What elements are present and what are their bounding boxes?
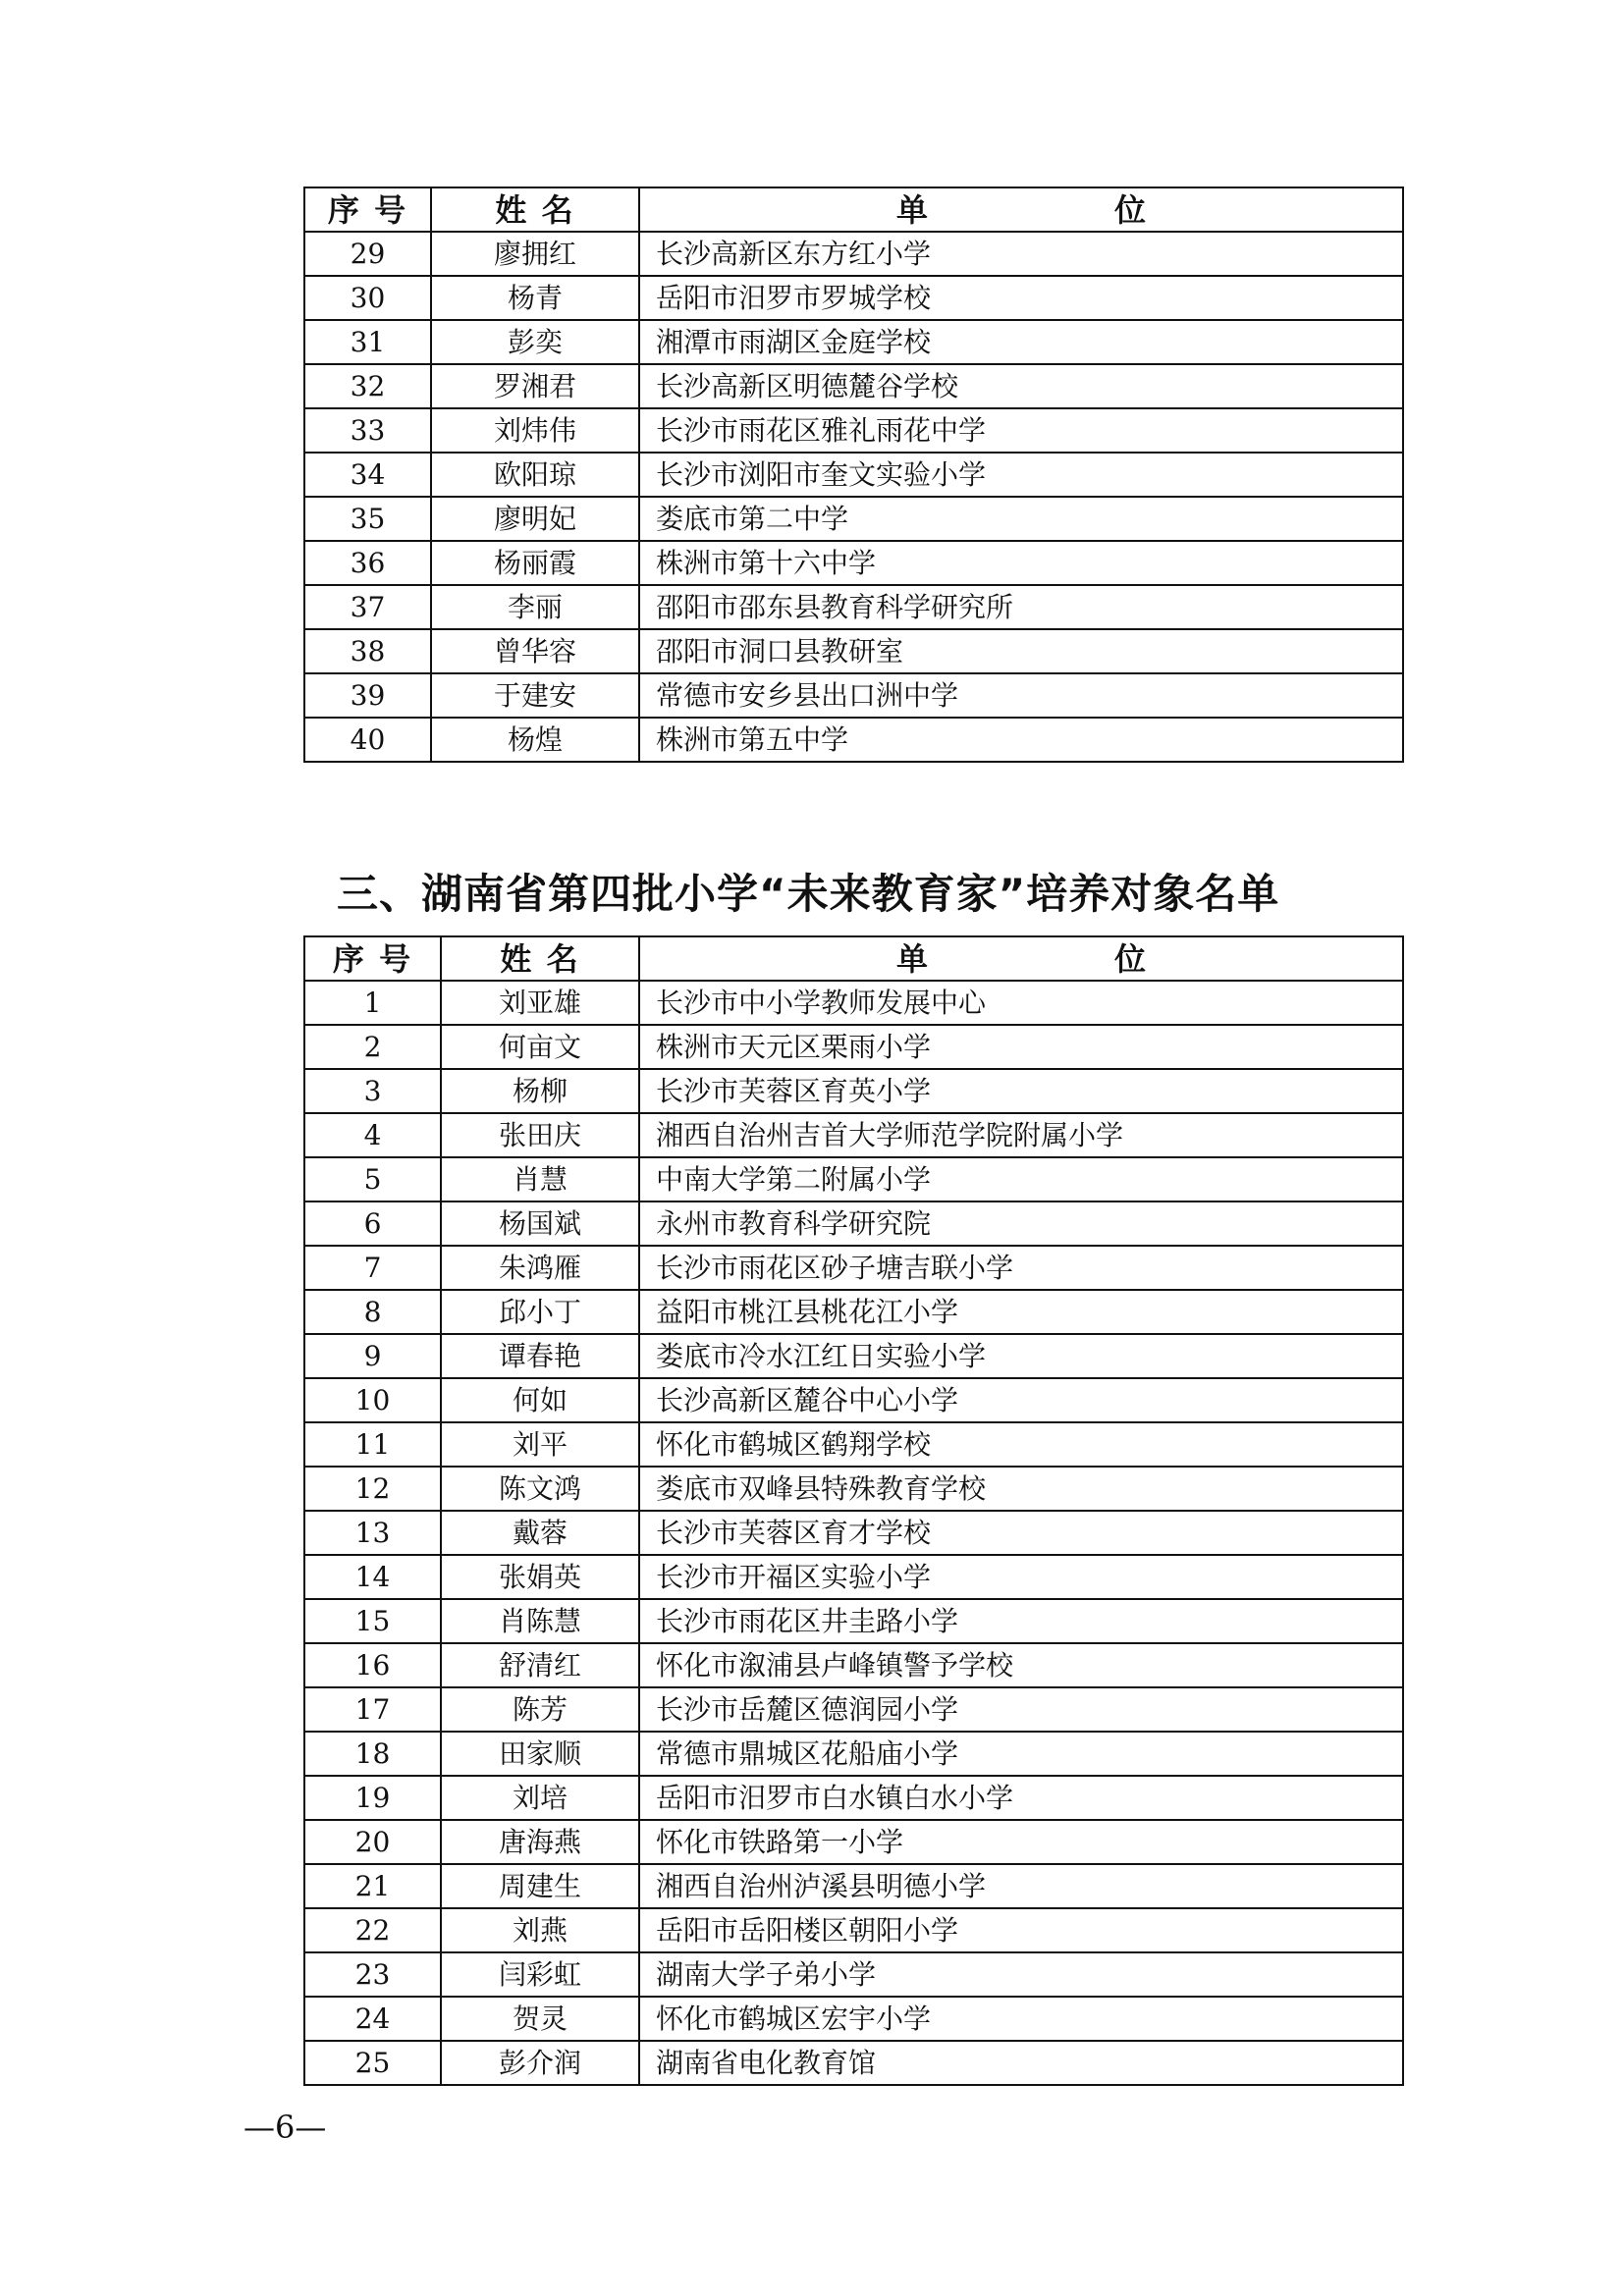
row-unit: 岳阳市汨罗市白水镇白水小学 bbox=[639, 1776, 1403, 1820]
row-seq: 18 bbox=[304, 1732, 441, 1776]
row-unit: 湘潭市雨湖区金庭学校 bbox=[639, 320, 1403, 364]
row-unit: 岳阳市汨罗市罗城学校 bbox=[639, 276, 1403, 320]
table-row bbox=[304, 1246, 1403, 1290]
table-row bbox=[304, 585, 1403, 629]
table-row bbox=[304, 1422, 1403, 1467]
header-unit-part-b: 位 bbox=[1114, 190, 1147, 229]
table-row bbox=[304, 1157, 1403, 1201]
header-unit-part-a: 单 bbox=[895, 939, 928, 978]
table-row bbox=[304, 2041, 1403, 2085]
row-seq: 40 bbox=[304, 718, 431, 762]
row-seq: 38 bbox=[304, 629, 431, 673]
row-unit: 长沙市雨花区井圭路小学 bbox=[639, 1599, 1403, 1643]
row-name: 杨煌 bbox=[431, 718, 639, 762]
row-unit: 株洲市天元区栗雨小学 bbox=[639, 1025, 1403, 1069]
row-seq: 15 bbox=[304, 1599, 441, 1643]
table-row bbox=[304, 1952, 1403, 1997]
row-seq: 32 bbox=[304, 364, 431, 408]
row-name: 廖明妃 bbox=[431, 497, 639, 541]
row-name: 何亩文 bbox=[441, 1025, 639, 1069]
table-row bbox=[304, 1025, 1403, 1069]
row-unit: 邵阳市洞口县教研室 bbox=[639, 629, 1403, 673]
table-row bbox=[304, 1467, 1403, 1511]
candidate-table-2 bbox=[303, 935, 1404, 2086]
row-name: 杨柳 bbox=[441, 1069, 639, 1113]
row-unit: 株洲市第五中学 bbox=[639, 718, 1403, 762]
header-unit-part-a: 单 bbox=[895, 190, 928, 229]
row-name: 邱小丁 bbox=[441, 1290, 639, 1334]
row-name: 杨丽霞 bbox=[431, 541, 639, 585]
table-row bbox=[304, 1776, 1403, 1820]
row-name: 唐海燕 bbox=[441, 1820, 639, 1864]
row-name: 陈芳 bbox=[441, 1687, 639, 1732]
row-name: 肖陈慧 bbox=[441, 1599, 639, 1643]
row-seq: 1 bbox=[304, 981, 441, 1025]
row-name: 张田庆 bbox=[441, 1113, 639, 1157]
table-row bbox=[304, 1334, 1403, 1378]
header-seq: 序 号 bbox=[304, 187, 431, 232]
table-row bbox=[304, 981, 1403, 1025]
row-seq: 8 bbox=[304, 1290, 441, 1334]
header-name: 姓 名 bbox=[441, 936, 639, 981]
row-seq: 30 bbox=[304, 276, 431, 320]
table-row bbox=[304, 1555, 1403, 1599]
row-seq: 9 bbox=[304, 1334, 441, 1378]
row-unit: 娄底市第二中学 bbox=[639, 497, 1403, 541]
table-row bbox=[304, 718, 1403, 762]
row-name: 刘亚雄 bbox=[441, 981, 639, 1025]
row-name: 彭奕 bbox=[431, 320, 639, 364]
row-seq: 25 bbox=[304, 2041, 441, 2085]
row-seq: 6 bbox=[304, 1201, 441, 1246]
row-name: 刘燕 bbox=[441, 1908, 639, 1952]
row-unit: 中南大学第二附属小学 bbox=[639, 1157, 1403, 1201]
row-unit: 怀化市铁路第一小学 bbox=[639, 1820, 1403, 1864]
table-row bbox=[304, 673, 1403, 718]
row-seq: 36 bbox=[304, 541, 431, 585]
table-row bbox=[304, 1997, 1403, 2041]
header-name: 姓 名 bbox=[431, 187, 639, 232]
table-header-row bbox=[304, 187, 1403, 232]
row-unit: 长沙市雨花区砂子塘吉联小学 bbox=[639, 1246, 1403, 1290]
row-unit: 长沙高新区麓谷中心小学 bbox=[639, 1378, 1403, 1422]
row-unit: 长沙市雨花区雅礼雨花中学 bbox=[639, 408, 1403, 453]
row-seq: 33 bbox=[304, 408, 431, 453]
row-seq: 3 bbox=[304, 1069, 441, 1113]
row-seq: 19 bbox=[304, 1776, 441, 1820]
row-name: 曾华容 bbox=[431, 629, 639, 673]
row-name: 刘炜伟 bbox=[431, 408, 639, 453]
row-seq: 20 bbox=[304, 1820, 441, 1864]
row-name: 朱鸿雁 bbox=[441, 1246, 639, 1290]
row-name: 欧阳琼 bbox=[431, 453, 639, 497]
row-unit: 长沙市芙蓉区育英小学 bbox=[639, 1069, 1403, 1113]
row-unit: 长沙高新区明德麓谷学校 bbox=[639, 364, 1403, 408]
row-unit: 长沙市岳麓区德润园小学 bbox=[639, 1687, 1403, 1732]
table-row bbox=[304, 320, 1403, 364]
row-unit: 益阳市桃江县桃花江小学 bbox=[639, 1290, 1403, 1334]
row-name: 贺灵 bbox=[441, 1997, 639, 2041]
table-row bbox=[304, 232, 1403, 276]
row-seq: 34 bbox=[304, 453, 431, 497]
row-name: 何如 bbox=[441, 1378, 639, 1422]
row-name: 张娟英 bbox=[441, 1555, 639, 1599]
table-row bbox=[304, 364, 1403, 408]
row-unit: 邵阳市邵东县教育科学研究所 bbox=[639, 585, 1403, 629]
row-name: 于建安 bbox=[431, 673, 639, 718]
table-row bbox=[304, 1378, 1403, 1422]
row-seq: 29 bbox=[304, 232, 431, 276]
table-row bbox=[304, 1908, 1403, 1952]
row-seq: 37 bbox=[304, 585, 431, 629]
row-seq: 24 bbox=[304, 1997, 441, 2041]
row-unit: 长沙市开福区实验小学 bbox=[639, 1555, 1403, 1599]
row-seq: 14 bbox=[304, 1555, 441, 1599]
row-unit: 湘西自治州泸溪县明德小学 bbox=[639, 1864, 1403, 1908]
table-row bbox=[304, 276, 1403, 320]
row-unit: 株洲市第十六中学 bbox=[639, 541, 1403, 585]
row-seq: 4 bbox=[304, 1113, 441, 1157]
header-unit bbox=[639, 187, 1403, 232]
row-name: 闫彩虹 bbox=[441, 1952, 639, 1997]
row-name: 肖慧 bbox=[441, 1157, 639, 1201]
row-seq: 5 bbox=[304, 1157, 441, 1201]
table-row bbox=[304, 1687, 1403, 1732]
row-unit: 湖南大学子弟小学 bbox=[639, 1952, 1403, 1997]
table-row bbox=[304, 453, 1403, 497]
row-seq: 21 bbox=[304, 1864, 441, 1908]
row-seq: 2 bbox=[304, 1025, 441, 1069]
table-row bbox=[304, 1069, 1403, 1113]
row-unit: 湘西自治州吉首大学师范学院附属小学 bbox=[639, 1113, 1403, 1157]
row-name: 李丽 bbox=[431, 585, 639, 629]
row-name: 廖拥红 bbox=[431, 232, 639, 276]
table-row bbox=[304, 497, 1403, 541]
table-row bbox=[304, 1732, 1403, 1776]
row-name: 杨国斌 bbox=[441, 1201, 639, 1246]
row-name: 田家顺 bbox=[441, 1732, 639, 1776]
row-name: 谭春艳 bbox=[441, 1334, 639, 1378]
table-row bbox=[304, 1290, 1403, 1334]
row-unit: 长沙市浏阳市奎文实验小学 bbox=[639, 453, 1403, 497]
row-unit: 娄底市双峰县特殊教育学校 bbox=[639, 1467, 1403, 1511]
row-unit: 怀化市鹤城区宏宇小学 bbox=[639, 1997, 1403, 2041]
row-unit: 岳阳市岳阳楼区朝阳小学 bbox=[639, 1908, 1403, 1952]
row-unit: 湖南省电化教育馆 bbox=[639, 2041, 1403, 2085]
row-seq: 10 bbox=[304, 1378, 441, 1422]
row-seq: 39 bbox=[304, 673, 431, 718]
row-unit: 长沙市芙蓉区育才学校 bbox=[639, 1511, 1403, 1555]
header-unit-part-b: 位 bbox=[1114, 939, 1147, 978]
table-row bbox=[304, 1643, 1403, 1687]
table-header-row bbox=[304, 936, 1403, 981]
row-seq: 7 bbox=[304, 1246, 441, 1290]
candidate-table-1 bbox=[303, 187, 1404, 763]
row-unit: 常德市鼎城区花船庙小学 bbox=[639, 1732, 1403, 1776]
row-seq: 35 bbox=[304, 497, 431, 541]
row-name: 杨青 bbox=[431, 276, 639, 320]
row-seq: 23 bbox=[304, 1952, 441, 1997]
row-unit: 常德市安乡县出口洲中学 bbox=[639, 673, 1403, 718]
header-seq: 序 号 bbox=[304, 936, 441, 981]
row-unit: 永州市教育科学研究院 bbox=[639, 1201, 1403, 1246]
page-number: —6— bbox=[243, 2109, 327, 2146]
row-name: 陈文鸿 bbox=[441, 1467, 639, 1511]
row-unit: 长沙市中小学教师发展中心 bbox=[639, 981, 1403, 1025]
row-name: 刘培 bbox=[441, 1776, 639, 1820]
table-row bbox=[304, 1113, 1403, 1157]
table-row bbox=[304, 1201, 1403, 1246]
table-row bbox=[304, 1511, 1403, 1555]
row-name: 罗湘君 bbox=[431, 364, 639, 408]
table-row bbox=[304, 1599, 1403, 1643]
row-seq: 17 bbox=[304, 1687, 441, 1732]
row-seq: 22 bbox=[304, 1908, 441, 1952]
table-row bbox=[304, 408, 1403, 453]
row-name: 周建生 bbox=[441, 1864, 639, 1908]
section-title: 三、湖南省第四批小学“未来教育家”培养对象名单 bbox=[337, 870, 1280, 918]
row-seq: 12 bbox=[304, 1467, 441, 1511]
row-name: 戴蓉 bbox=[441, 1511, 639, 1555]
table-row bbox=[304, 541, 1403, 585]
row-seq: 11 bbox=[304, 1422, 441, 1467]
row-seq: 16 bbox=[304, 1643, 441, 1687]
header-unit bbox=[639, 936, 1403, 981]
table-row bbox=[304, 1820, 1403, 1864]
row-unit: 长沙高新区东方红小学 bbox=[639, 232, 1403, 276]
row-unit: 娄底市冷水江红日实验小学 bbox=[639, 1334, 1403, 1378]
row-name: 刘平 bbox=[441, 1422, 639, 1467]
row-unit: 怀化市鹤城区鹤翔学校 bbox=[639, 1422, 1403, 1467]
row-seq: 13 bbox=[304, 1511, 441, 1555]
row-name: 彭介润 bbox=[441, 2041, 639, 2085]
row-unit: 怀化市溆浦县卢峰镇警予学校 bbox=[639, 1643, 1403, 1687]
table-row bbox=[304, 629, 1403, 673]
row-name: 舒清红 bbox=[441, 1643, 639, 1687]
table-row bbox=[304, 1864, 1403, 1908]
row-seq: 31 bbox=[304, 320, 431, 364]
